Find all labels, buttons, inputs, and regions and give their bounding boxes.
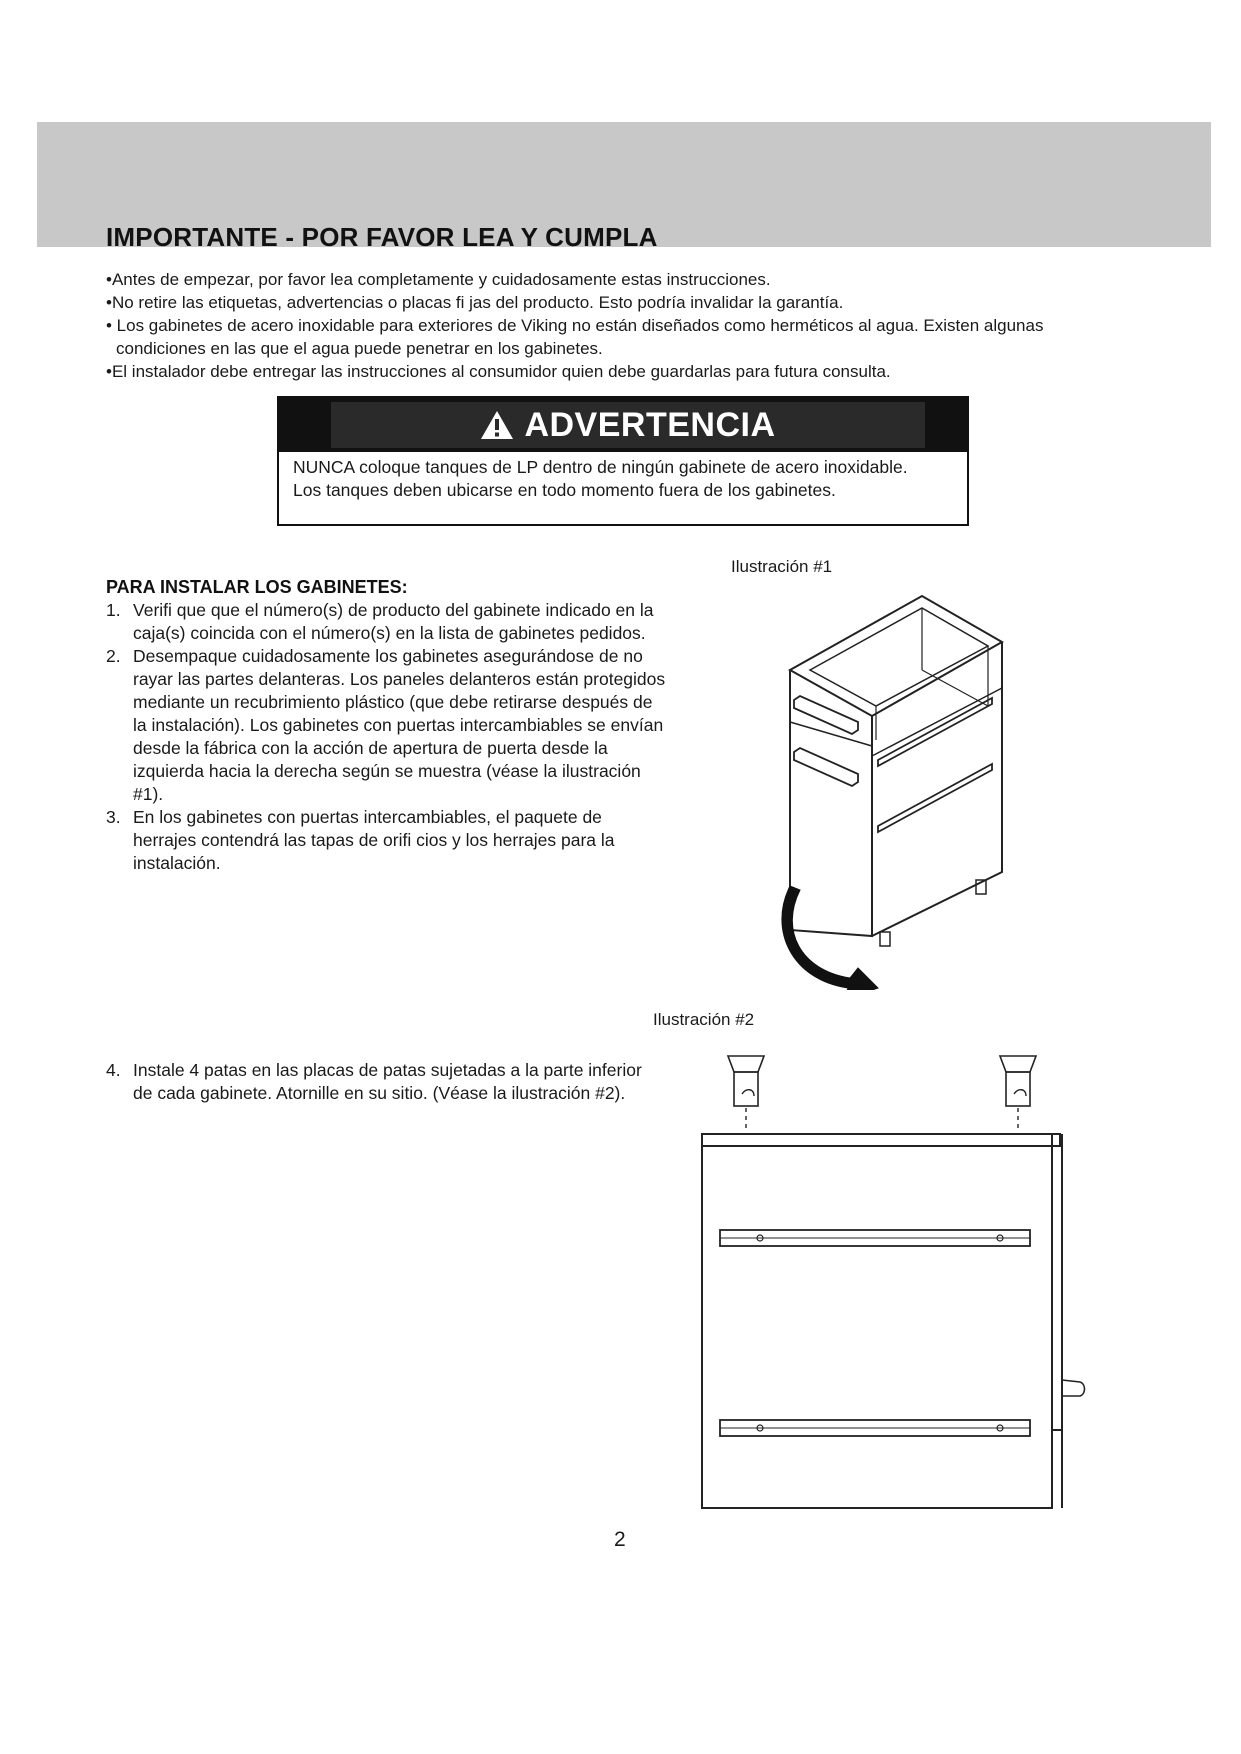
step-number: 4. — [106, 1060, 121, 1080]
step-item — [106, 806, 666, 875]
warning-title: ADVERTENCIA — [524, 405, 776, 444]
step-text: Desempaque cuidadosamente los gabinetes asegurándose de no rayar las partes delanteras. Los paneles delanteros están protegidos mediante un recubrimiento plástico (que debe retirarse después de la instalación). Los gabinetes con puertas intercambiables se envían desde la fábrica con la acción de apertura de puerta desde la izquierda hacia la derecha según se muestra (véase la ilustración #1). — [133, 646, 666, 804]
page-title: IMPORTANTE - POR FAVOR LEA Y CUMPLA — [106, 222, 658, 252]
step-number: 1. — [106, 600, 121, 620]
step-item — [106, 645, 666, 806]
illustration-1-label: Ilustración #1 — [731, 557, 833, 576]
step-text: Instale 4 patas en las placas de patas sujetadas a la parte inferior de cada gabinete. Atornille en su sitio. (Véase la ilustración #2). — [133, 1060, 642, 1103]
bullet-item: •El instalador debe entregar las instrucciones al consumidor quien debe guardarlas para futura consulta. — [106, 362, 891, 381]
step-item — [106, 599, 666, 645]
install-steps — [106, 599, 666, 875]
warning-box — [277, 396, 969, 526]
page-number: 2 — [614, 1528, 626, 1551]
step-number: 3. — [106, 807, 121, 827]
section-title: PARA INSTALAR LOS GABINETES: — [106, 577, 408, 597]
important-bullets — [106, 268, 1126, 383]
warning-header-inner — [331, 402, 925, 448]
step-text: En los gabinetes con puertas intercambiables, el paquete de herrajes contendrá las tapas de orifi cios y los herrajes para la instalación. — [133, 807, 615, 873]
illustration-2-cabinet — [680, 1050, 1100, 1520]
install-step-4 — [106, 1059, 666, 1105]
warning-header — [279, 398, 967, 452]
warning-text: NUNCA coloque tanques de LP dentro de ningún gabinete de acero inoxidable. Los tanques deben ubicarse en todo momento fuera de los gabinetes. — [293, 457, 908, 500]
step-number: 2. — [106, 646, 121, 666]
bullet-item: •Antes de empezar, por favor lea completamente y cuidadosamente estas instrucciones. — [106, 270, 771, 289]
bullet-item: •No retire las etiquetas, advertencias o placas fi jas del producto. Esto podría invalidar la garantía. — [106, 293, 844, 312]
illustration-1-cabinet — [780, 590, 1040, 990]
illustration-2-label: Ilustración #2 — [653, 1010, 755, 1029]
step-item — [106, 1059, 666, 1105]
bullet-item: • Los gabinetes de acero inoxidable para exteriores de Viking no están diseñados como herméticos al agua. Existen algunas condiciones en las que el agua puede penetrar en los gabinetes. — [106, 316, 1044, 358]
step-text: Verifi que que el número(s) de producto del gabinete indicado en la caja(s) coincida con el número(s) en la lista de gabinetes pedidos. — [133, 600, 654, 643]
warning-triangle-icon — [480, 410, 514, 440]
